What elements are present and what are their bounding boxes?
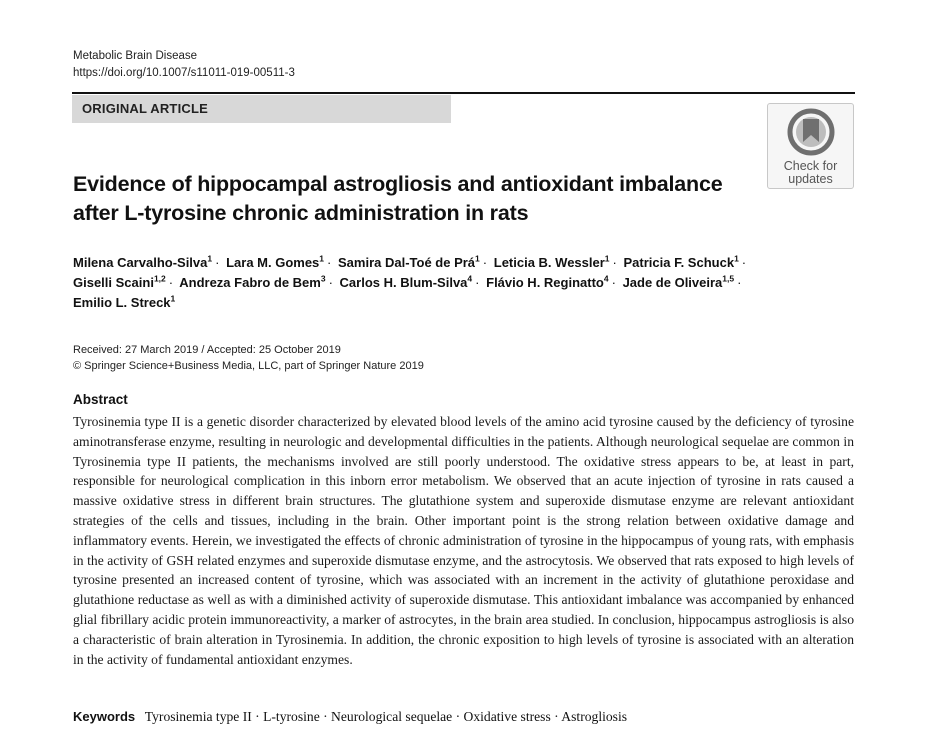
keywords [73, 709, 627, 725]
author[interactable]: Carlos H. Blum-Silva$^4$ [339, 273, 473, 290]
author[interactable]: Flávio H. Reginatto$^4$ [486, 273, 609, 290]
publication-dates [73, 342, 424, 374]
author[interactable]: Giselli Scaini$^{1,2}$ [73, 273, 166, 290]
author[interactable]: Jade de Oliveira$^{1,5}$ [622, 273, 735, 290]
author[interactable]: Emilio L. Streck$^1$ [73, 293, 176, 310]
check-for-updates-button[interactable] [767, 103, 854, 189]
article-type-banner: ORIGINAL ARTICLE [72, 95, 451, 123]
journal-name: Metabolic Brain Disease [73, 50, 198, 62]
author[interactable]: Patricia F. Schuck$^1$ [623, 253, 739, 270]
author[interactable]: Andreza Fabro de Bem$^3$ [179, 273, 326, 290]
bookmark-circle-icon [787, 108, 835, 156]
author[interactable]: Samira Dal-Toé de Prá$^1$ [338, 253, 480, 270]
keywords-list: Tyrosinemia type II · L-tyrosine · Neurological sequelae · Oxidative stress · Astrogliosis [144, 709, 628, 724]
copyright-line: © Springer Science+Business Media, LLC, part of Springer Nature 2019 [73, 360, 424, 372]
article-title [73, 170, 753, 228]
keywords-heading: Keywords [73, 709, 136, 724]
author-list: Milena Carvalho-Silva$^1$ · Lara M. Gomes$^1$ · Samira Dal-Toé de Prá$^1$ · Leticia B. Wessler$^1$ · Patricia F. Schuck$^1$ · Giselli Scaini$^{1,2}$ · Andreza Fabro de Bem$^3$ · Carlos H. Blum-Silva$^4$ · Flávio H. Reginatto$^4$ · Jade de Oliveira$^{1,5}$ · Emilio L. Streck$^1$ [73, 253, 747, 310]
author[interactable]: Lara M. Gomes$^1$ [226, 253, 325, 270]
received-accepted: Received: 27 March 2019 / Accepted: 25 October 2019 [73, 344, 341, 356]
check-for-updates-label: Check for updates [783, 159, 838, 186]
author[interactable]: Milena Carvalho-Silva$^1$ [73, 253, 213, 270]
title-line-1: Evidence of hippocampal astrogliosis and antioxidant imbalance [73, 172, 723, 196]
author[interactable]: Leticia B. Wessler$^1$ [493, 253, 610, 270]
doi-link[interactable]: https://doi.org/10.1007/s11011-019-00511-3 [73, 67, 295, 79]
header-rule [72, 92, 855, 94]
abstract-heading: Abstract [73, 392, 128, 407]
abstract-text: Tyrosinemia type II is a genetic disorder characterized by elevated blood levels of the amino acid tyrosine caused by the deficiency of tyrosine aminotransferase enzyme, resulting in neurologic and developmental difficulties in the patients. Although neurological sequelae are common in Tyrosinemia type II patients, the mechanisms involved are still poorly understood. The oxidative stress appears to be, at least in part, responsible for neurological complication in this inborn error metabolism. We observed that an acute injection of tyrosine in rats caused a massive oxidative stress in different brain structures. The glutathione system and superoxide dismutase enzyme are relevant antioxidant strategies of the cells and tissues, including in the brain. Other important point is the strong relation between oxidative damage and inflammatory events. Herein, we investigated the effects of chronic administration of tyrosine in the hippocampus of young rats, with emphasis in the activity of GSH related enzymes and superoxide dismutase enzyme, and the astrocytosis. We observed that rats exposed to high levels of tyrosine presented an increased content of tyrosine, which was associated with an increment in the activity of glutathione peroxidase and glutathione reductase as well as with a diminished activity of superoxide dismutase. This antioxidant imbalance was accompanied by enhanced glial fibrillary acidic protein immunoreactivity, a marker of astrocytes, in the brain area studied. In conclusion, hippocampus astrogliosis is also a characteristic of brain alteration in Tyrosinemia. In addition, the chronic exposition to high levels of tyrosine is associated with an alteration in the activity of fundamental antioxidant enzymes. [73, 414, 854, 667]
journal-header [73, 48, 295, 82]
title-line-2: after L-tyrosine chronic administration in rats [73, 201, 529, 225]
